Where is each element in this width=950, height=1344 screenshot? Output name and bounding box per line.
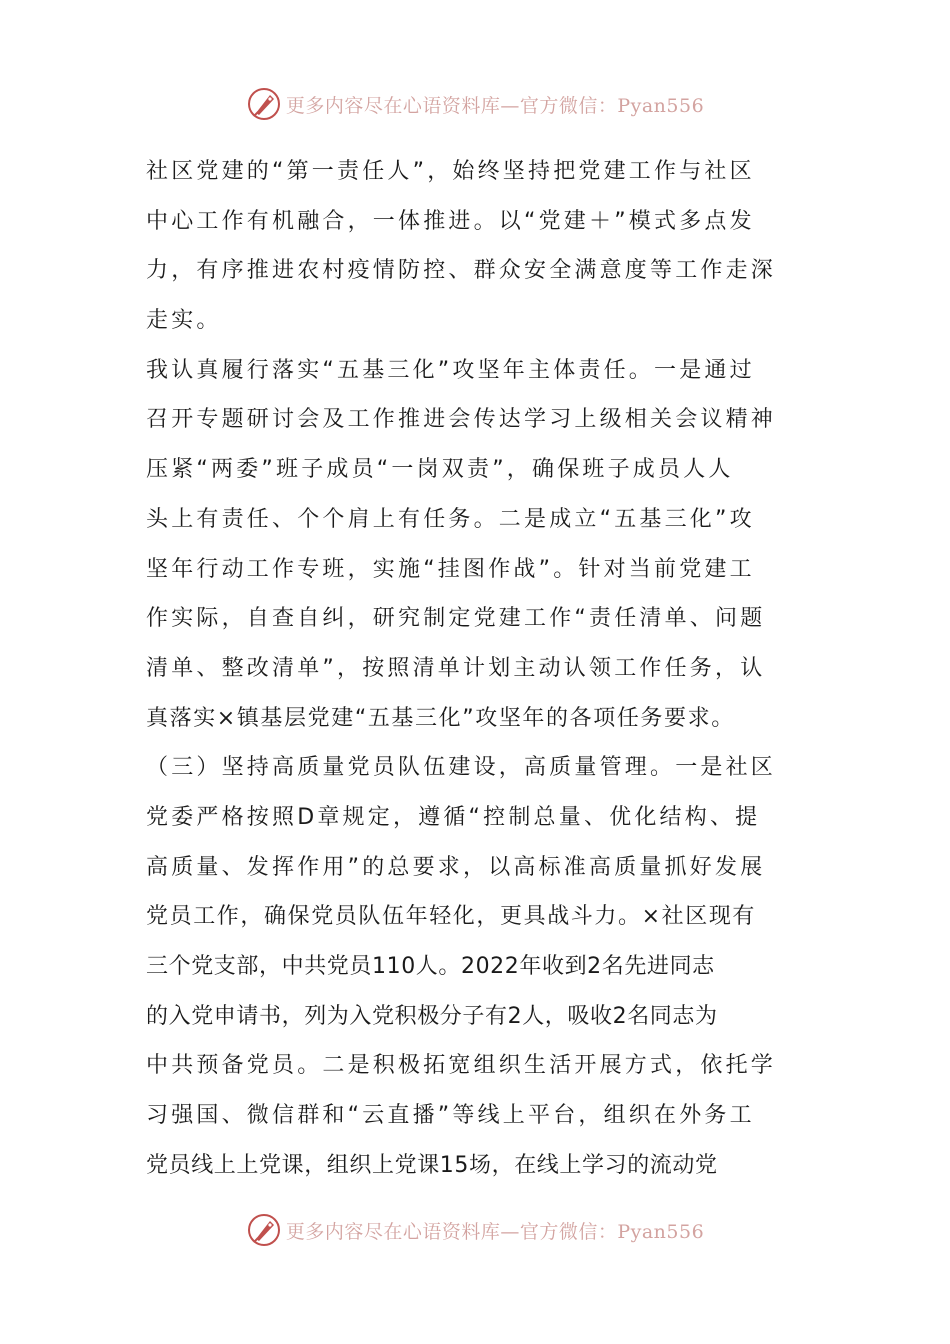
text-line: 党员工作，确保党员队伍年轻化，更具战斗力。×社区现有 <box>146 904 757 930</box>
text-line: （三）坚持高质量党员队伍建设，高质量管理。一是社区 <box>146 755 777 781</box>
text-line: 坚年行动工作专班，实施“挂图作战”。针对当前党建工 <box>146 556 755 582</box>
watermark-text: 更多内容尽在心语资料库—官方微信：Pyan556 <box>285 1220 705 1243</box>
text-line: 头上有责任、个个肩上有任务。二是成立“五基三化”攻 <box>146 506 755 532</box>
text-line: 力，有序推进农村疫情防控、群众安全满意度等工作走深 <box>146 258 777 284</box>
text-line: 中心工作有机融合，一体推进。以“党建＋”模式多点发 <box>146 208 755 234</box>
pen-nib-logo-icon <box>246 1212 282 1248</box>
text-line: 中共预备党员。二是积极拓宽组织生活开展方式，依托学 <box>146 1053 777 1079</box>
text-line: 我认真履行落实“五基三化”攻坚年主体责任。一是通过 <box>146 357 755 383</box>
text-line: 高质量、发挥作用”的总要求，以高标准高质量抓好发展 <box>146 854 766 880</box>
text-line: 三个党支部，中共党员110人。2022年收到2名先进同志 <box>146 954 715 979</box>
text-line: 党员线上上党课，组织上党课15场，在线上学习的流动党 <box>146 1152 718 1178</box>
footer-watermark <box>0 1210 950 1250</box>
watermark-text: 更多内容尽在心语资料库—官方微信：Pyan556 <box>285 94 705 117</box>
pen-nib-logo-icon <box>246 86 282 122</box>
text-line: 的入党申请书，列为入党积极分子有2人，吸收2名同志为 <box>146 1003 718 1029</box>
text-line: 真落实×镇基层党建“五基三化”攻坚年的各项任务要求。 <box>146 705 735 731</box>
text-line: 作实际，自查自纠，研究制定党建工作“责任清单、问题 <box>146 606 766 632</box>
text-line: 习强国、微信群和“云直播”等线上平台，组织在外务工 <box>146 1103 755 1129</box>
text-line: 走实。 <box>146 308 222 334</box>
header-watermark <box>0 84 950 124</box>
text-line: 压紧“两委”班子成员“一岗双责”，确保班子成员人人 <box>146 457 734 483</box>
text-line: 社区党建的“第一责任人”，始终坚持把党建工作与社区 <box>146 159 755 184</box>
text-line: 清单、整改清单”，按照清单计划主动认领工作任务，认 <box>146 655 766 681</box>
text-line: 召开专题研讨会及工作推进会传达学习上级相关会议精神 <box>146 407 777 433</box>
text-line: 党委严格按照D章规定，遵循“控制总量、优化结构、提 <box>146 804 761 830</box>
document-body <box>146 147 806 1190</box>
